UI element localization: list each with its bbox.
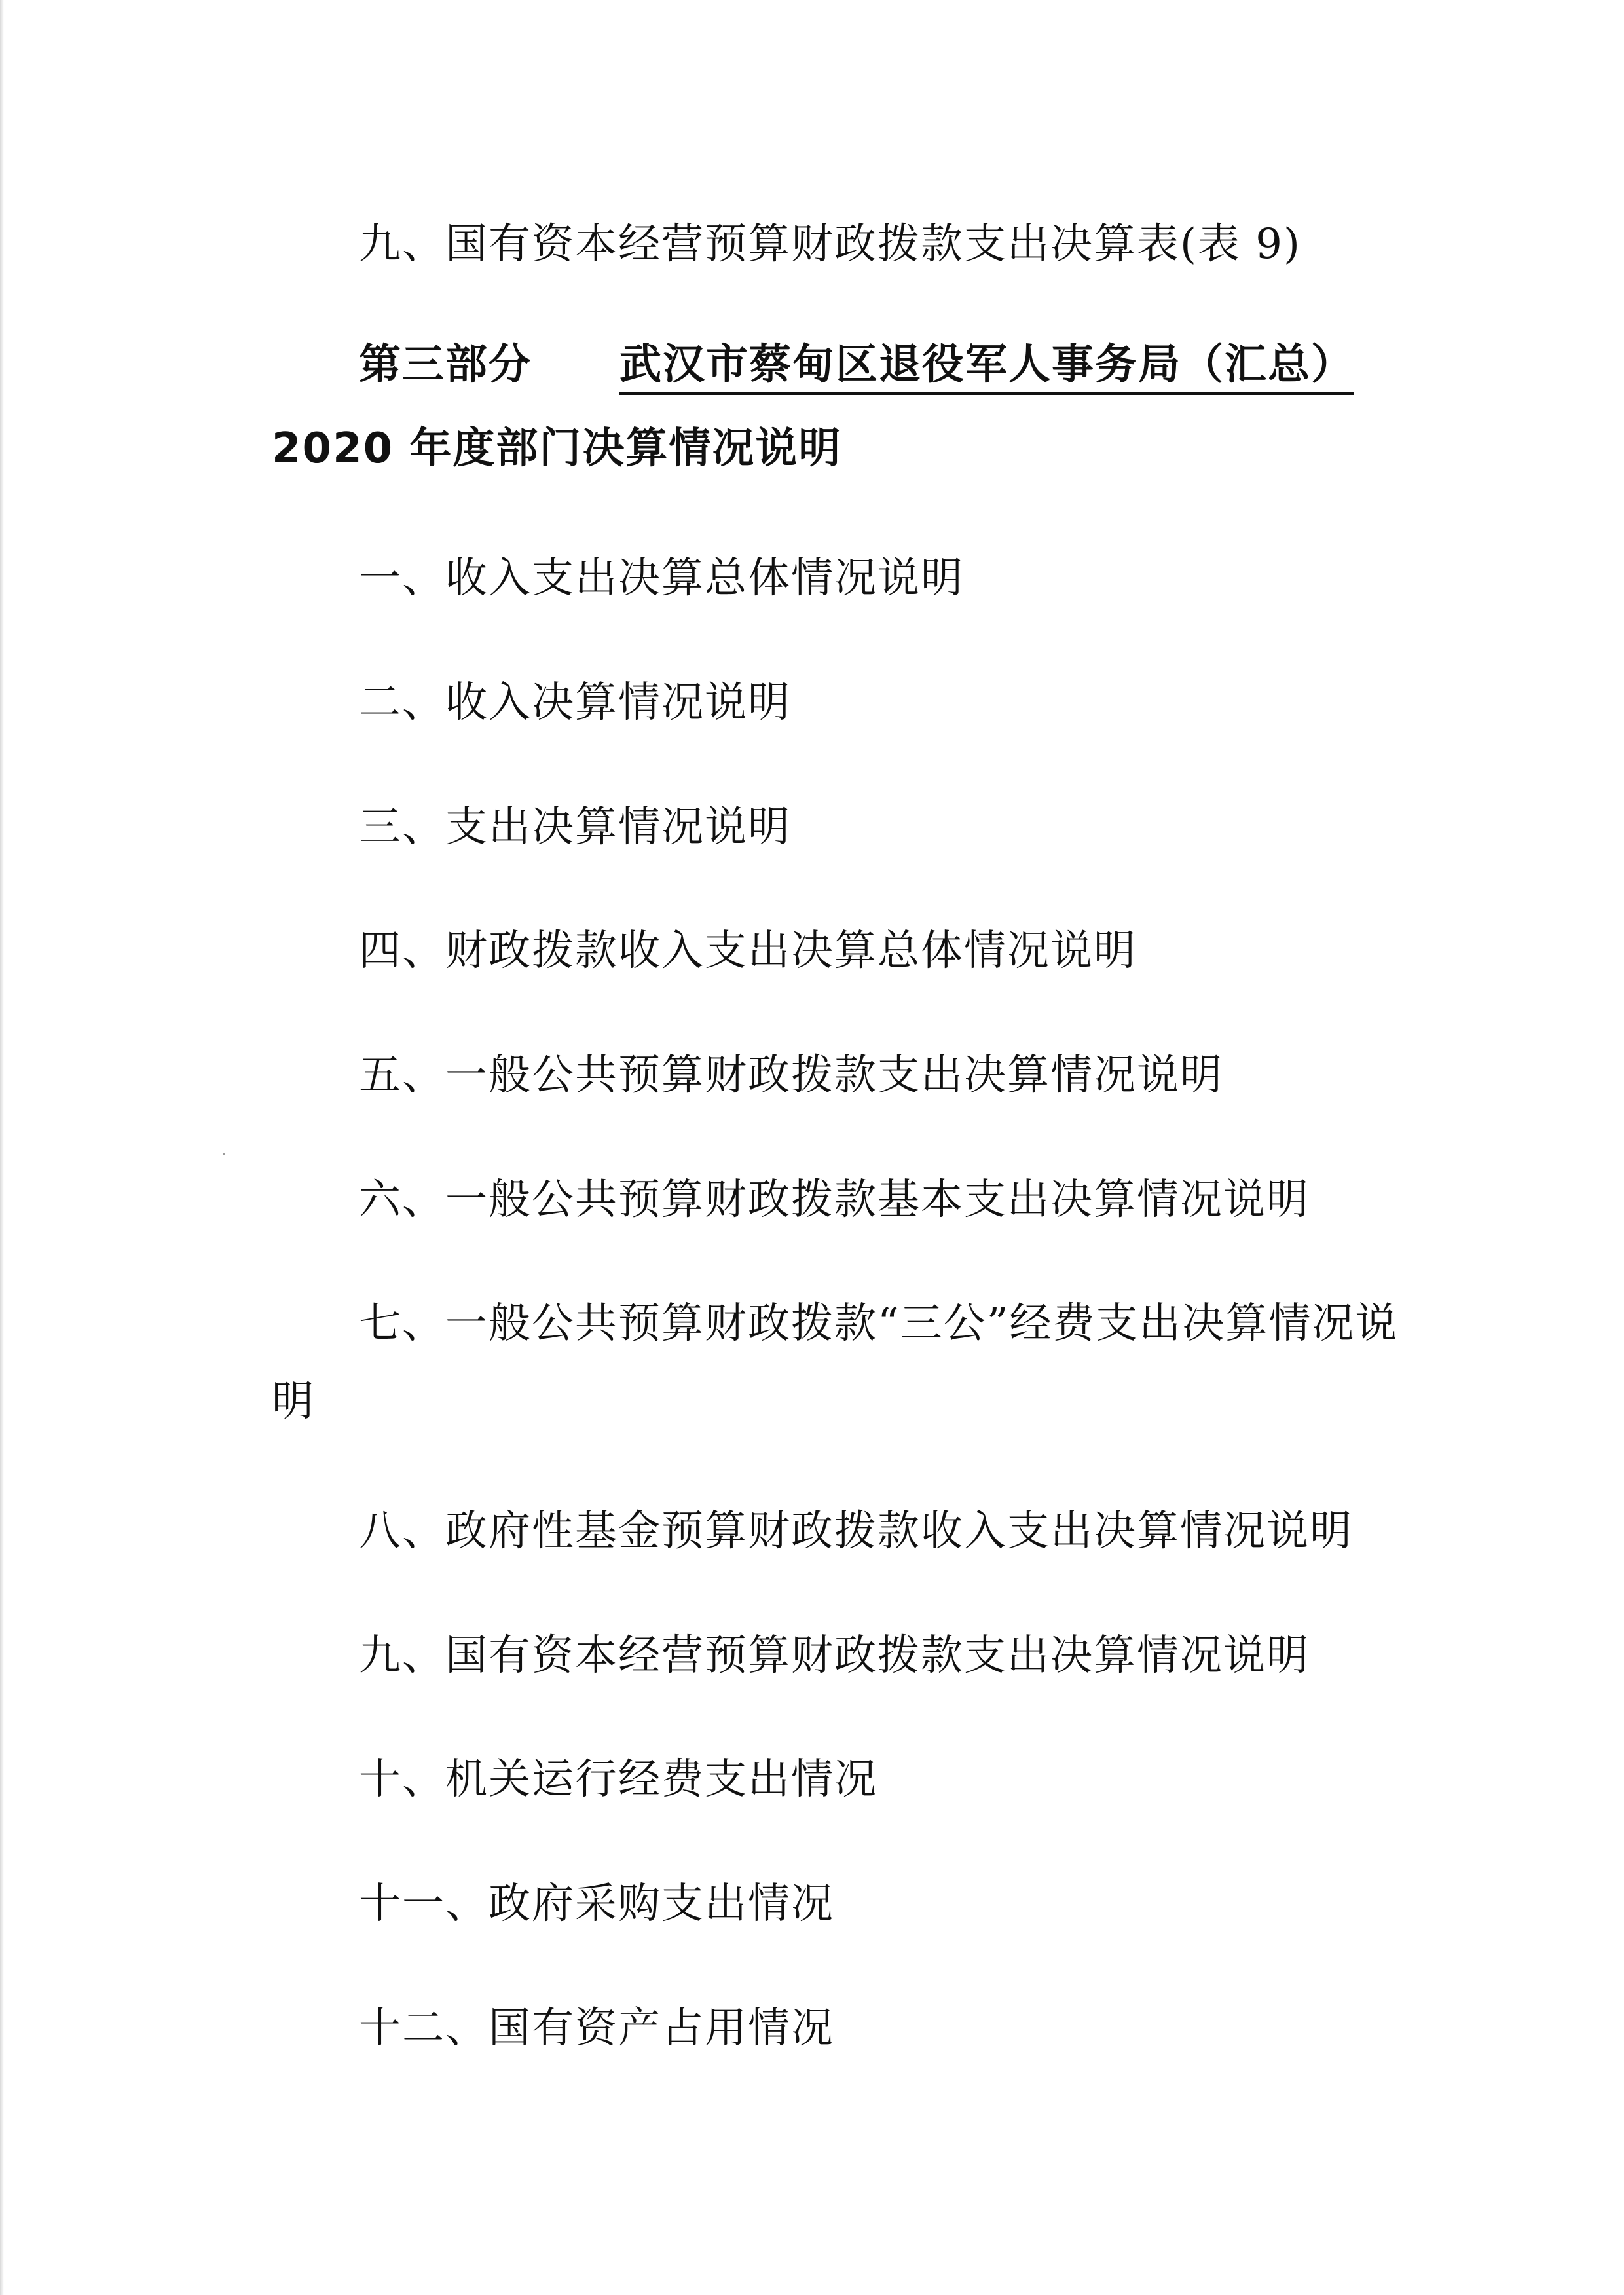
toc-line-7-wrap: 明 (272, 1377, 315, 1426)
scan-speck (223, 1153, 225, 1155)
part3-subtitle: 2020 年度部门决算情况说明 (272, 424, 842, 473)
page-edge (0, 0, 4, 2295)
toc-line-6: 六、一般公共预算财政拨款基本支出决算情况说明 (359, 1176, 1310, 1224)
toc-line-4: 四、财政拨款收入支出决算总体情况说明 (359, 927, 1137, 975)
part3-unit-name: 武汉市蔡甸区退役军人事务局（汇总） (619, 339, 1354, 395)
toc-line-10: 十、机关运行经费支出情况 (359, 1755, 877, 1804)
toc-line-11: 十一、政府采购支出情况 (359, 1880, 834, 1928)
toc-line-9: 九、国有资本经营预算财政拨款支出决算情况说明 (359, 1632, 1310, 1680)
toc-line-1: 一、收入支出决算总体情况说明 (359, 554, 964, 603)
toc-line-12: 十二、国有资产占用情况 (359, 2004, 834, 2053)
toc-line-table9: 九、国有资本经营预算财政拨款支出决算表(表 9) (359, 220, 1301, 269)
toc-line-2: 二、收入决算情况说明 (359, 679, 791, 727)
toc-line-7: 七、一般公共预算财政拨款“三公”经费支出决算情况说 (359, 1299, 1399, 1348)
toc-line-3: 三、支出决算情况说明 (359, 803, 791, 851)
toc-line-8: 八、政府性基金预算财政拨款收入支出决算情况说明 (359, 1507, 1353, 1556)
toc-line-5: 五、一般公共预算财政拨款支出决算情况说明 (359, 1051, 1223, 1100)
part3-label: 第三部分 (359, 341, 532, 389)
